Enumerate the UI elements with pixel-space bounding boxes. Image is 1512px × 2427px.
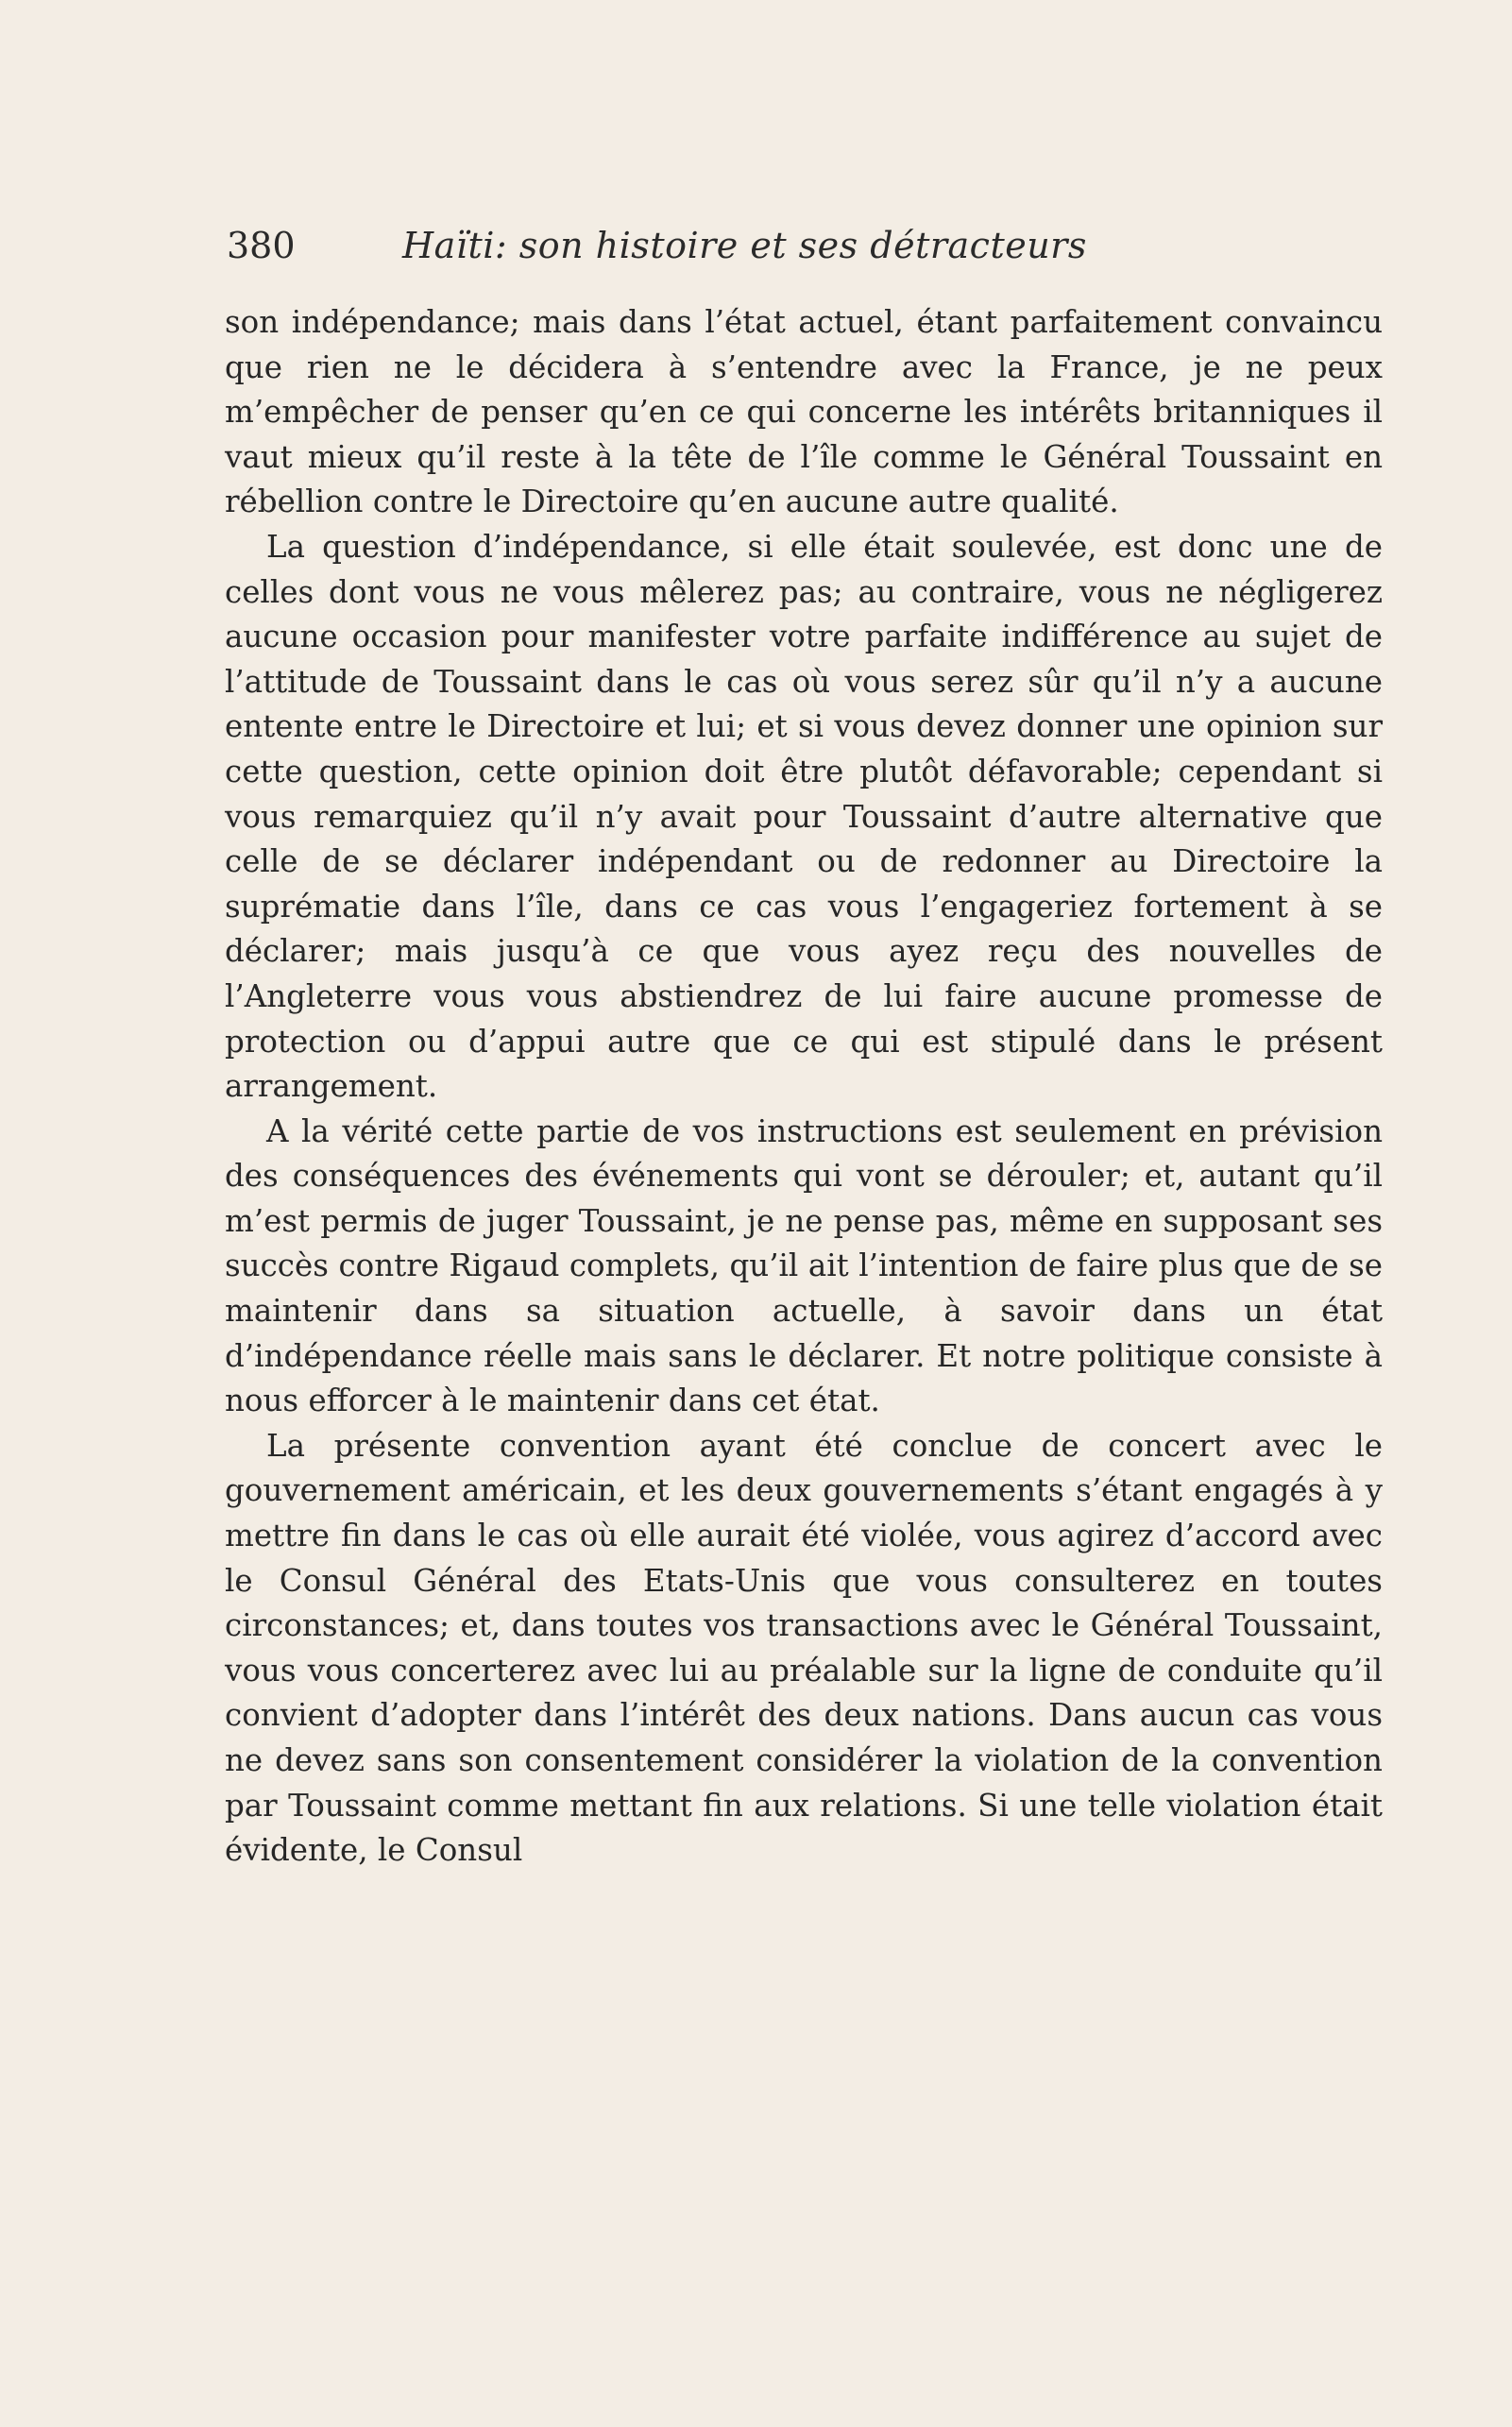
paragraph: La question d’indépendance, si elle était soulevée, est donc une de celles dont vous ne vous mêlerez pas; au contraire, vous ne négligerez aucune occasion pour manifester votre parfaite indifférence au sujet de l’attitude de Toussaint dans le cas où vous serez sûr qu’il n’y a aucune entente entre le Directoire et lui; et si vous devez donner une opinion sur cette question, cette opinion doit être plutôt défavorable; cependant si vous remarquiez qu’il n’y avait pour Toussaint d’autre alternative que celle de se déclarer indépendant ou de redonner au Directoire la suprématie dans l’île, dans ce cas vous l’engageriez fortement à se déclarer; mais jusqu’à ce que vous ayez reçu des nouvelles de l’Angleterre vous vous abstiendrez de lui faire aucune promesse de protection ou d’appui autre que ce qui est stipulé dans le présent arrangement. [225,528,1383,1105]
page-header [227,219,1379,272]
paragraph: La présente convention ayant été conclue de concert avec le gouvernement américain, et les deux gouvernements s’étant engagés à y mettre fin dans le cas où elle aurait été violée, vous agirez d’accord avec le Consul Général des Etats-Unis que vous consulterez en toutes circonstances; et, dans toutes vos transactions avec le Général Toussaint, vous vous concerterez avec lui au préalable sur la ligne de conduite qu’il convient d’adopter dans l’intérêt des deux nations. Dans aucun cas vous ne devez sans son consentement considérer la violation de la convention par Toussaint comme mettant fin aux relations. Si une telle violation était évidente, le Consul [225,1427,1383,1869]
paragraph: A la vérité cette partie de vos instructions est seulement en prévision des conséquences des événements qui vont se dérouler; et, autant qu’il m’est permis de juger Toussaint, je ne pense pas, même en supposant ses succès contre Rigaud complets, qu’il ait l’intention de faire plus que de se maintenir dans sa situation actuelle, à savoir dans un état d’indépendance réelle mais sans le déclarer. Et notre politique consiste à nous efforcer à le maintenir dans cet état. [225,1112,1383,1419]
paragraph: son indépendance; mais dans l’état actuel, étant parfaitement convaincu que rien ne le décidera à s’entendre avec la France, je ne peux m’empêcher de penser qu’en ce qui concerne les intérêts britanniques il vaut mieux qu’il reste à la tête de l’île comme le Général Toussaint en rébellion contre le Directoire qu’en aucune autre qualité. [225,304,1383,520]
running-title: Haïti: son histoire et ses détracteurs [402,225,1087,266]
body-text [225,300,1383,1874]
page-number: 380 [227,225,296,266]
